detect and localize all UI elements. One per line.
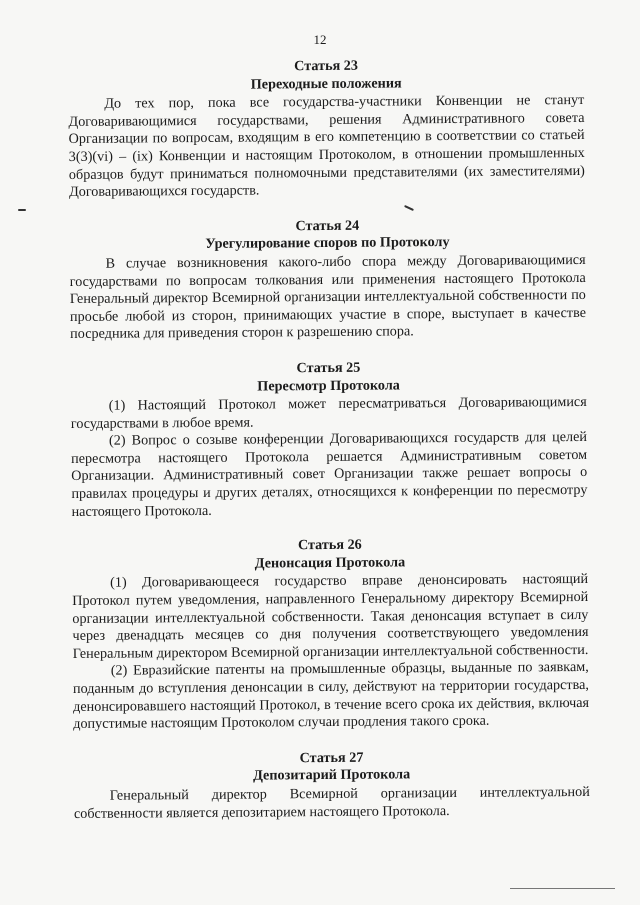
article-paragraph: Генеральный директор Всемирной организации интеллектуальной собственности является депозитарием настоящего Протокола. [73,783,590,822]
article-number: Статья 27 [299,749,364,766]
article-paragraph: В случае возникновения какого-либо спора между Договаривающимися государствами по вопросам толкования или применения настоящего Протокола Генеральный директор Всемирной организации интеллектуальной собственности по просьбе любой из сторон, принимающих участие в споре, выступает в качестве посредника для приведения сторон к разрешению спора. [69,251,587,343]
scan-bottom-line [510,888,615,889]
article-number: Статья 23 [294,57,359,75]
article-26 [72,535,590,734]
article-number: Статья 24 [295,217,360,234]
article-title: Депозитарий Протокола [253,766,411,784]
document-body [68,56,590,841]
article-paragraph: (2) Вопрос о созыве конференции Договаривающихся государств для целей пересмотра настоящего Протокола решается Административным советом Организации. Административный совет Организации также решает вопросы о правилах процедуры и других деталях, относящихся к конференции по пересмотру настоящего Протокола. [71,429,588,520]
article-paragraph: (1) Настоящий Протокол может пересматриваться Договаривающимися государствами в любое время. [70,394,587,432]
page-number: 12 [313,32,327,47]
scan-dash-mark [18,209,26,211]
article-number: Статья 26 [297,536,362,554]
article-title: Пересмотр Протокола [257,376,400,395]
article-title: Денонсация Протокола [254,554,406,572]
article-title: Переходные положения [250,74,402,93]
article-paragraph: До тех пор, пока все государства-участники Конвенции не станут Договаривающимися государствами, решения Административного совета Организации по вопросам, входящим в его компетенцию в соответствии со статьей 3(3)(vi) – (ix) Конвенции и настоящим Протоколом, в отношении промышленных образцов будут приниматься полномочными представителями (их заместителями) Договаривающихся государств. [68,92,585,201]
article-title: Урегулирование споров по Протоколу [205,234,450,253]
article-24 [69,216,586,344]
article-27 [73,748,590,823]
article-23 [68,56,585,202]
article-paragraph: (1) Договаривающееся государство вправе денонсировать настоящий Протокол путем уведомления, направленного Генеральному директору Всемирной организации интеллектуальной собственности. Такая денонсация вступает в силу через двенадцать месяцев со дня получения соответствующего уведомления Генеральным директором Всемирной организации интеллектуальной собственности. [72,571,589,662]
article-25 [70,358,587,521]
article-paragraph: (2) Евразийские патенты на промышленные образцы, выданные по заявкам, поданным до вступления денонсации в силу, действуют на территории государства, денонсировавшего настоящий Протокол, в течение всего срока их действия, включая допустимые настоящим Протоколом случаи продления такого срока. [72,659,590,733]
article-number: Статья 25 [296,359,361,377]
